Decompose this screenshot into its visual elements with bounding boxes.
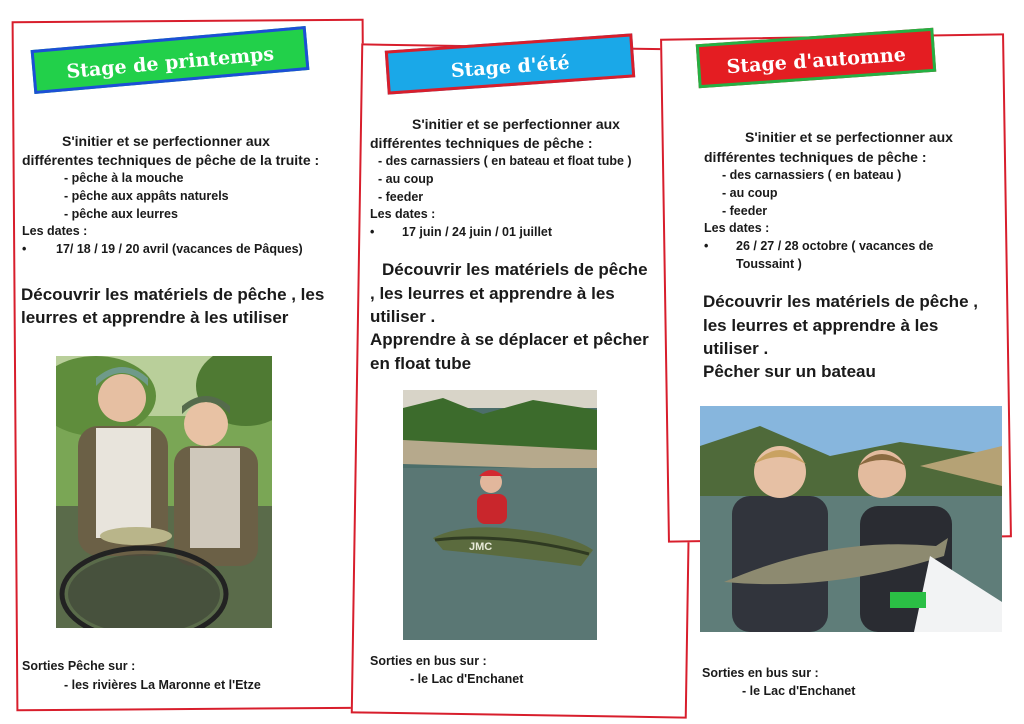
summer-outings: - le Lac d'Enchanet [410,672,524,686]
autumn-intro-line-2: différentes techniques de pêche : [704,149,927,165]
spring-intro-line-1: S'initier et se perfectionner aux [62,133,270,149]
spring-highlight: Découvrir les matériels de pêche , les [21,285,325,304]
banner-autumn: Stage d'automne [696,28,936,88]
autumn-highlight: utiliser . [703,339,769,358]
spring-technique: - pêche aux leurres [64,207,178,221]
banner-spring: Stage de printemps [31,26,310,94]
autumn-highlight: Découvrir les matériels de pêche , [703,292,978,311]
summer-technique: - des carnassiers ( en bateau et float tube ) [378,154,632,168]
autumn-highlight: les leurres et apprendre à les [703,316,939,335]
autumn-outings: - le Lac d'Enchanet [742,684,856,698]
spring-intro-line-2: différentes techniques de pêche de la truite : [22,152,320,168]
spring-outings-label: Sorties Pêche sur : [22,659,136,673]
photo-spring-boys-trout [56,356,272,628]
spring-technique: - pêche aux appâts naturels [64,189,229,203]
autumn-technique: - feeder [722,204,768,218]
autumn-dates-label: Les dates : [704,221,770,235]
autumn-technique: - des carnassiers ( en bateau ) [722,168,902,182]
autumn-outings-label: Sorties en bus sur : [702,666,819,680]
summer-highlight: en float tube [370,354,472,373]
boat-brand-label: JMC [469,541,493,553]
photo-summer-float-tube [403,390,597,640]
banner-summer: Stage d'été [385,33,635,94]
summer-dates-label: Les dates : [370,207,436,221]
spring-outings: - les rivières La Maronne et l'Etze [64,678,261,692]
summer-outings-label: Sorties en bus sur : [370,654,487,668]
autumn-highlight: Pêcher sur un bateau [703,362,876,381]
summer-technique: - au coup [378,172,434,186]
autumn-dates-line-1: 26 / 27 / 28 octobre ( vacances de [736,239,934,253]
bullet-icon: • [22,242,27,256]
summer-intro-line-2: différentes techniques de pêche : [370,135,593,151]
spring-dates: 17/ 18 / 19 / 20 avril (vacances de Pâques) [56,242,303,256]
summer-highlight: , les leurres et apprendre à les [370,284,615,303]
summer-dates: 17 juin / 24 juin / 01 juillet [402,225,553,239]
spring-technique: - pêche à la mouche [64,171,184,185]
spring-highlight: leurres et apprendre à les utiliser [21,308,289,327]
autumn-technique: - au coup [722,186,778,200]
summer-highlight: utiliser . [370,307,436,326]
summer-intro-line-1: S'initier et se perfectionner aux [412,116,620,132]
summer-technique: - feeder [378,190,424,204]
spring-dates-label: Les dates : [22,224,88,238]
summer-highlight: Apprendre à se déplacer et pêcher [370,330,649,349]
photo-autumn-boys-fish [700,406,1002,632]
summer-highlight: Découvrir les matériels de pêche [382,260,648,279]
autumn-intro-line-1: S'initier et se perfectionner aux [745,129,953,145]
bullet-icon: • [370,225,375,239]
autumn-dates-line-2: Toussaint ) [736,257,802,271]
bullet-icon: • [704,239,709,253]
